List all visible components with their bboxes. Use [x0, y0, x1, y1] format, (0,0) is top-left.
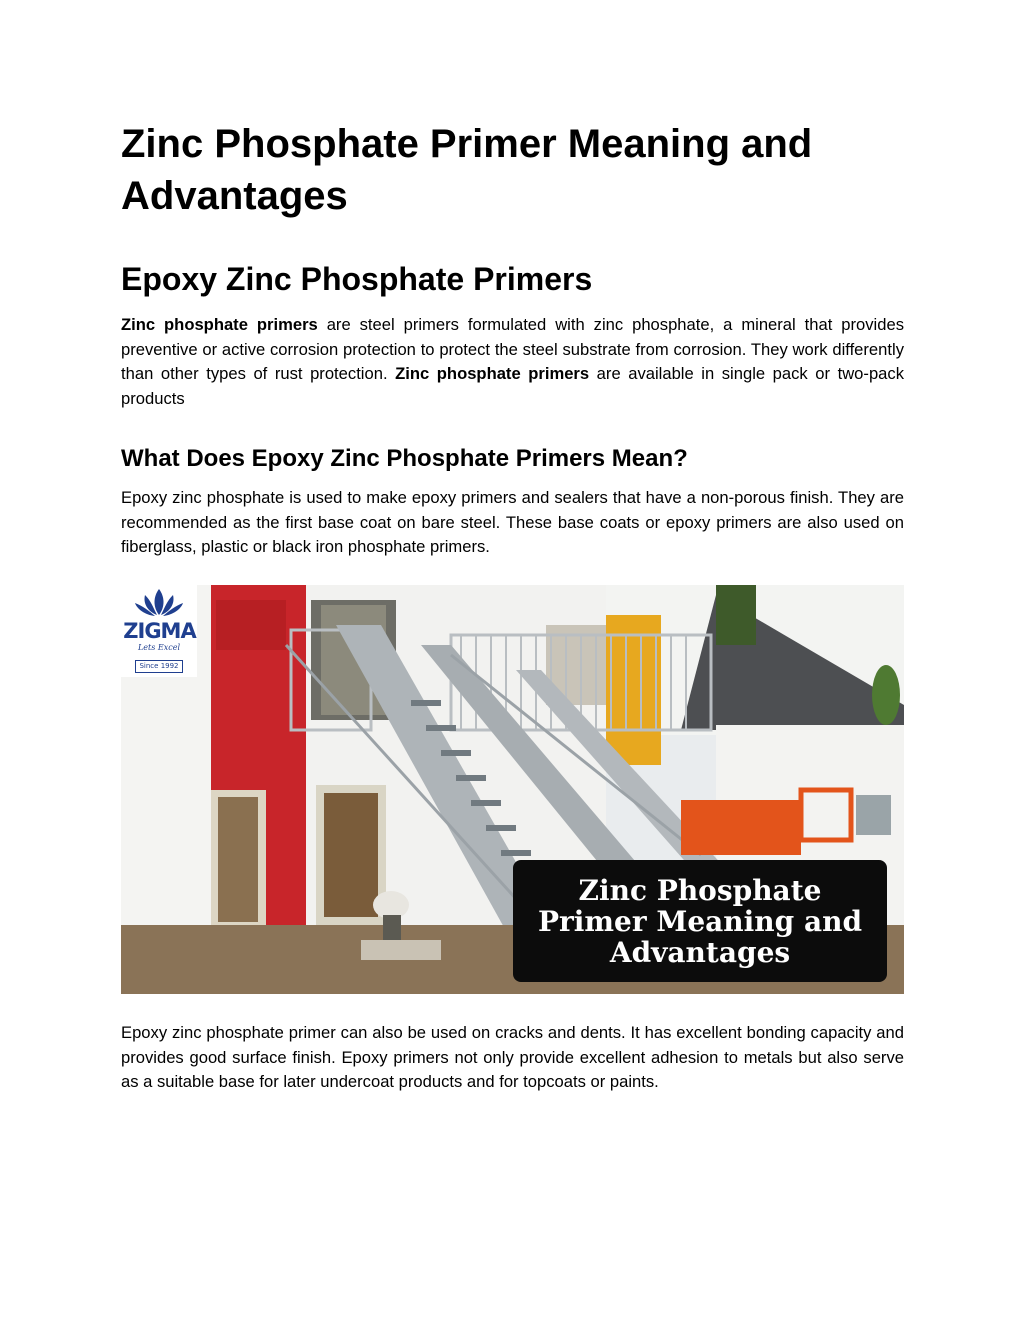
- zigma-logo: [121, 585, 197, 677]
- closing-paragraph: Epoxy zinc phosphate primer can also be used on cracks and dents. It has excellent bonding capacity and provides good surface finish. Epoxy primers not only provide excellent adhesion to metals but also serve as a suitable base for later undercoat products and for topcoats or paints.: [121, 1023, 904, 1091]
- staircase-photo: [121, 585, 904, 994]
- intro-paragraph: [121, 313, 904, 411]
- intro-bold-term-1: Zinc phosphate primers: [121, 315, 318, 334]
- logo-since: Since 1992: [135, 660, 183, 673]
- definition-paragraph: Epoxy zinc phosphate is used to make epoxy primers and sealers that have a non-porous finish. They are recommended as the first base coat on bare steel. These base coats or epoxy primers are also used on fiberglass, plastic or black iron phosphate primers.: [121, 488, 904, 556]
- caption-line-1: Zinc Phosphate: [578, 873, 822, 907]
- intro-text-1: are steel primers formulated with zinc phosphate, a mineral that provides preventive or active corrosion protection to protect the steel substrate from corrosion. They work differently than other types of rust protection.: [121, 315, 904, 383]
- section-heading: Epoxy Zinc Phosphate Primers: [121, 261, 593, 297]
- intro-text-2: are available in single pack or two-pack products: [121, 364, 904, 408]
- logo-tagline: Lets Excel: [137, 643, 181, 652]
- intro-bold-term-2: Zinc phosphate primers: [395, 364, 590, 383]
- image-caption-box: [513, 860, 887, 982]
- caption-line-2: Primer Meaning and: [537, 904, 863, 938]
- caption-line-3: Advantages: [609, 935, 791, 969]
- logo-name: ZIGMA: [123, 619, 196, 643]
- page-title: Zinc Phosphate Primer Meaning and Advantages: [121, 122, 813, 218]
- lotus-icon: [121, 585, 197, 619]
- subheading: What Does Epoxy Zinc Phosphate Primers Mean?: [121, 445, 688, 472]
